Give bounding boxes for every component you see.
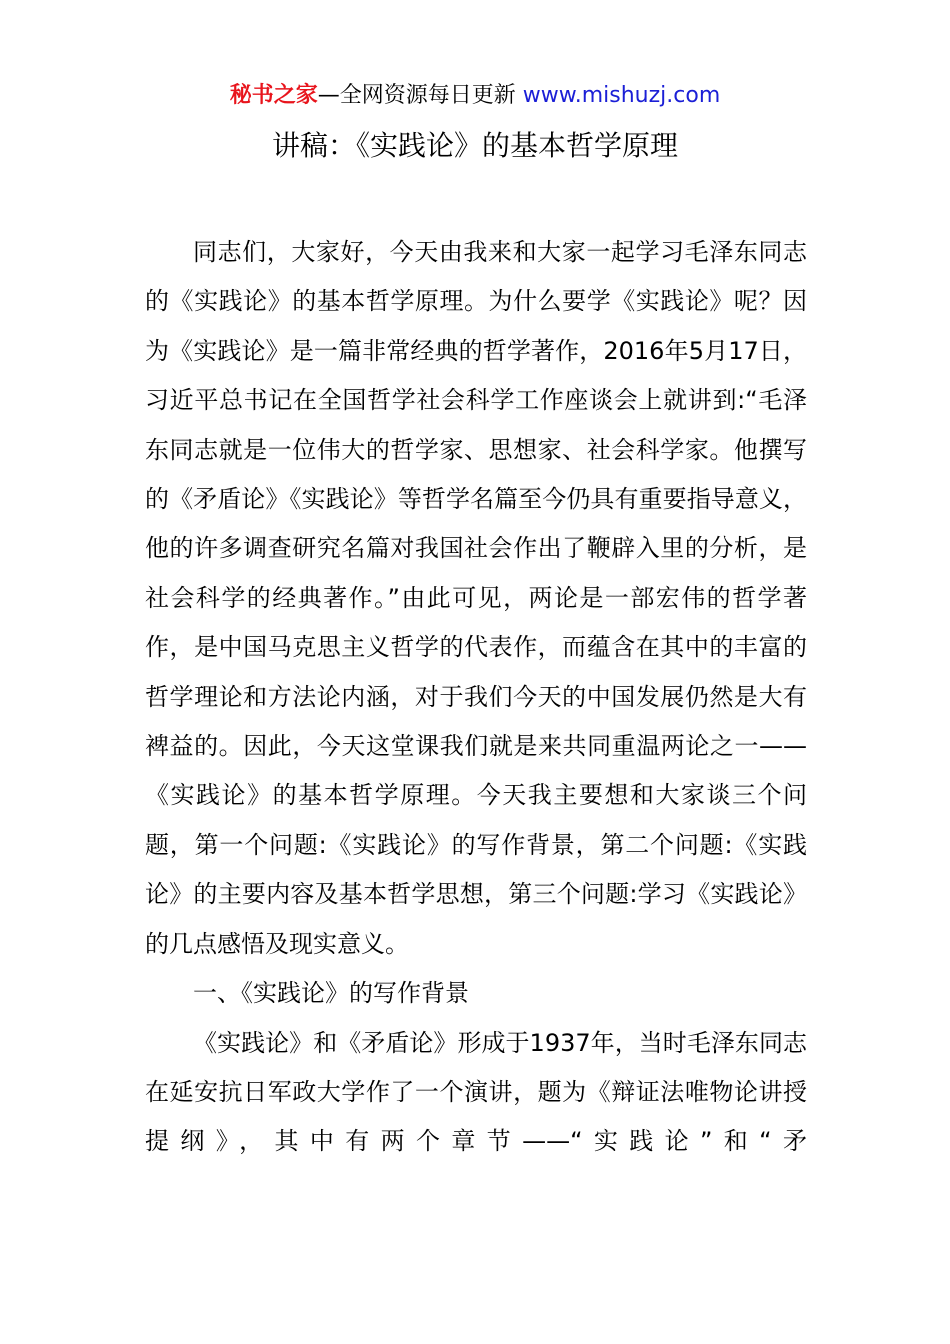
site-header [0,80,950,112]
document-body [145,228,807,1167]
section-paragraph: 《实践论》和《矛盾论》形成于1937年，当时毛泽东同志在延安抗日军政大学作了一个演讲，题为《辩证法唯物论讲授提纲》，其中有两个章节——“实践论”和“矛 [145,1028,807,1156]
section-heading: 一、《实践论》的写作背景 [193,979,469,1008]
brand-name: 秘书之家 [229,83,318,108]
site-url-link[interactable]: www.mishuzj.com [522,83,721,108]
document-title: 讲稿：《实践论》的基本哲学原理 [271,129,678,162]
site-tagline: —全网资源每日更新 [317,83,516,108]
intro-paragraph: 同志们，大家好，今天由我来和大家一起学习毛泽东同志的《实践论》的基本哲学原理。为什么要学《实践论》呢？因为《实践论》是一篇非常经典的哲学著作，2016年5月17日，习近平总书记在全国哲学社会科学工作座谈会上就讲到:“毛泽东同志就是一位伟大的哲学家、思想家、社会科学家。他撰写的《矛盾论》《实践论》等哲学名篇至今仍具有重要指导意义，他的许多调查研究名篇对我国社会作出了鞭辟入里的分析，是社会科学的经典著作。”由此可见，两论是一部宏伟的哲学著作，是中国马克思主义哲学的代表作，而蕴含在其中的丰富的哲学理论和方法论内涵，对于我们今天的中国发展仍然是大有裨益的。因此，今天这堂课我们就是来共同重温两论之一——《实践论》的基本哲学原理。今天我主要想和大家谈三个问题，第一个问题:《实践论》的写作背景，第二个问题:《实践论》的主要内容及基本哲学思想，第三个问题:学习《实践论》的几点感悟及现实意义。 [145,238,807,958]
